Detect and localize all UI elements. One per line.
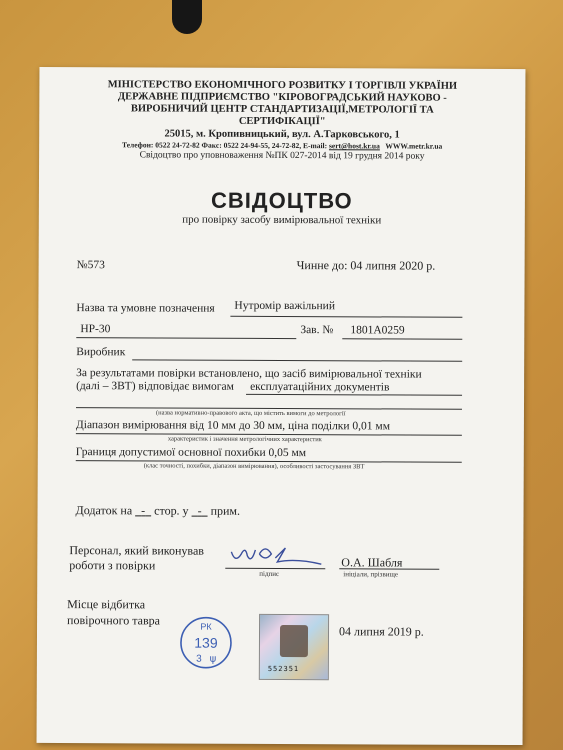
website-link[interactable]: WWW.metr.kr.ua (385, 141, 443, 151)
appendix-copies: - (197, 503, 202, 518)
manufacturer-label: Виробник (76, 346, 126, 359)
appendix-middle: стор. у (154, 503, 189, 518)
model-underline (76, 337, 296, 339)
result-value: експлуатаційних документів (250, 380, 390, 394)
serial-underline (342, 338, 462, 340)
result-line1: За результатами повірки встановлено, що засіб вимірювальної техніки (76, 367, 422, 381)
document-title: СВІДОЦТВО (211, 187, 353, 214)
personnel-line2: роботи з повірки (69, 558, 156, 573)
header-org-line1: ДЕРЖАВНЕ ПІДПРИЄМСТВО "КІРОВОГРАДСЬКИЙ НАУКОВО - (117, 91, 447, 104)
error-caption: (клас точності, похибки, діапазон вимірювання), особливості застосування ЗВТ (143, 462, 365, 471)
appendix-suffix: прим. (210, 503, 241, 518)
name-underline (230, 316, 462, 318)
operator-name: О.А. Шабля (341, 555, 403, 570)
valid-until: Чинне до: 04 липня 2020 р. (296, 258, 436, 273)
email-link[interactable]: sert@host.kr.ua (328, 141, 380, 151)
hologram-number: 552351 (267, 664, 300, 674)
stamp-place-line2: повірочного тавра (67, 613, 160, 628)
name-value: Нутромір важільний (234, 299, 336, 313)
signature-caption: підпис (259, 569, 280, 578)
issue-date: 04 липня 2019 р. (338, 624, 424, 639)
header-org-line3: СЕРТИФІКАЦІЇ" (238, 115, 326, 128)
appendix-prefix: Додаток на (75, 503, 133, 518)
range-caption: характеристик і значення метрологічних характеристик (167, 435, 322, 444)
signature-underline (225, 568, 325, 569)
model-value: НР-30 (80, 323, 111, 336)
hologram-emblem (280, 625, 308, 657)
appendix-line (76, 503, 241, 519)
authorization-line: Свідоцтво про уповноваження №ПК 027-2014 від 19 грудня 2014 року (139, 150, 425, 162)
appendix-pages: - (141, 503, 146, 518)
contacts-text: Телефон: 0522 24-72-82 Факс: 0522 24-94-55, 24-72-82, E-mail: (121, 140, 328, 151)
header-ministry: МІНІСТЕРСТВО ЕКОНОМІЧНОГО РОЗВИТКУ І ТОРГІВЛІ УКРАЇНИ (107, 79, 458, 92)
svg-text:ψ: ψ (209, 653, 217, 665)
hologram-sticker (259, 614, 329, 680)
result-underline (246, 394, 462, 396)
stamp-top: РК (200, 621, 212, 632)
stamp-place-line1: Місце відбитка (67, 597, 146, 612)
header-org-line2: ВИРОБНИЧИЙ ЦЕНТР СТАНДАРТИЗАЦІЇ,МЕТРОЛОГІЇ ТА (130, 103, 434, 116)
signature (225, 538, 335, 568)
name-label: Назва та умовне позначення (76, 302, 215, 315)
range-value: Діапазон вимірювання від 10 мм до 30 мм, ціна поділки 0,01 мм (75, 419, 391, 433)
certificate-document (37, 67, 526, 745)
verification-stamp (179, 616, 233, 670)
operator-caption: ініціали, прізвище (343, 570, 399, 579)
stamp-bottom: 3 (196, 653, 202, 665)
result-line2: (далі – ЗВТ) відповідає вимогам (76, 380, 234, 393)
marker-cap (172, 0, 202, 34)
manufacturer-underline (132, 359, 462, 361)
document-subtitle: про повірку засобу вимірювальної техніки (182, 213, 382, 227)
certificate-number: №573 (76, 259, 105, 272)
error-value: Границя допустимої основної похибки 0,05 мм (75, 446, 307, 460)
stamp-number: 139 (194, 634, 218, 651)
doc-caption: (назва нормативно-правового акта, що містить вимоги до метрології (155, 409, 346, 418)
serial-value: 1801А0259 (350, 324, 405, 337)
header-address: 25015, м. Кропивницький, вул. А.Тарковського, 1 (164, 128, 400, 141)
serial-label: Зав. № (300, 324, 334, 337)
personnel-line1: Персонал, який виконував (69, 543, 204, 558)
